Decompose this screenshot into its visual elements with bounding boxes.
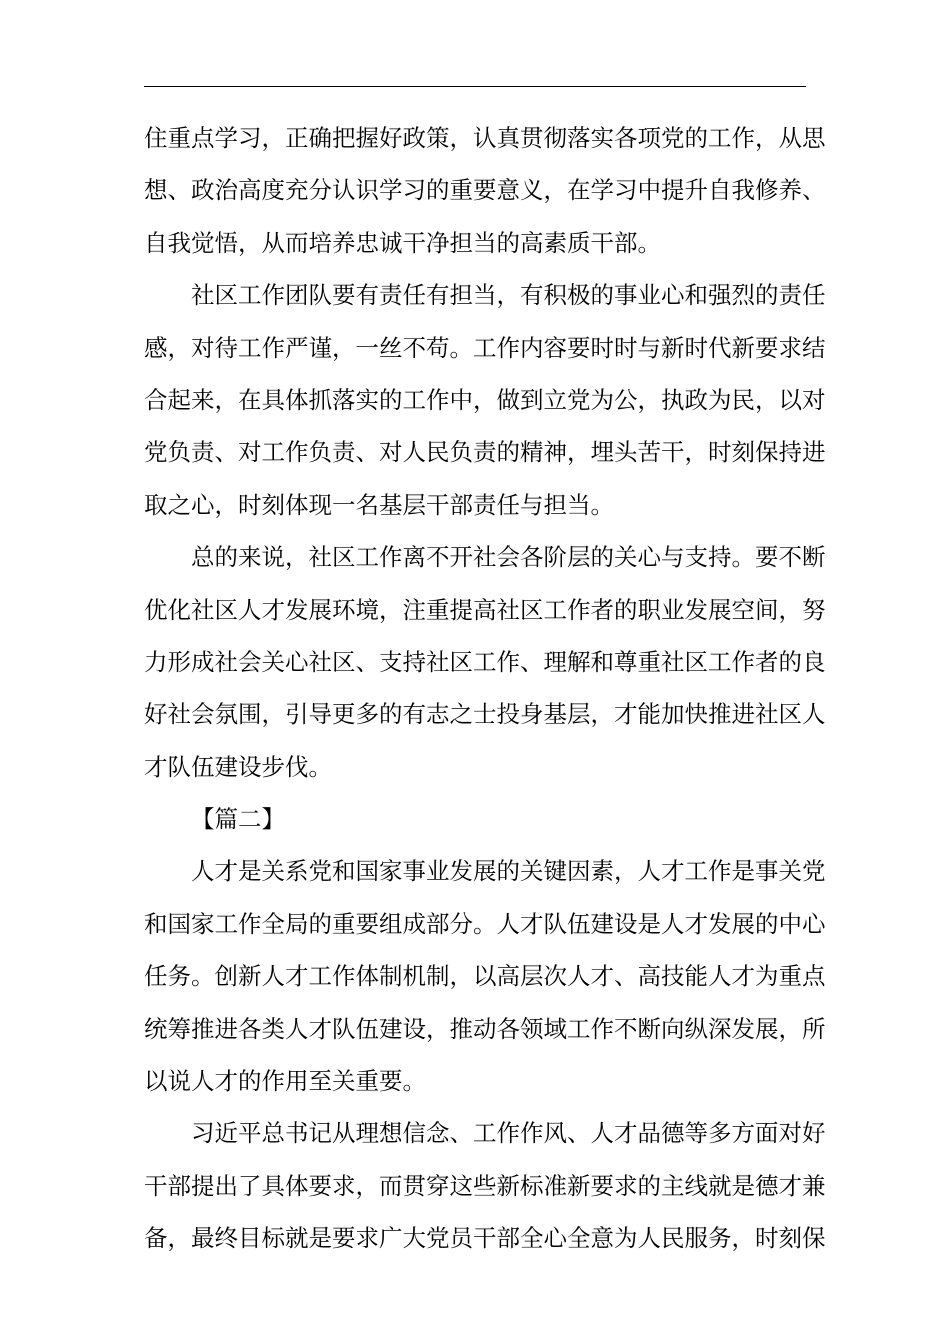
- text-line: 党 负 责 、 对 工 作 负 责 、 对 人 民 负 责 的 精 神 ， 埋 头 苦 干 ， 时 刻 保 持 进: [144, 438, 826, 467]
- text-line: 好 社 会 氛 围 ， 引 导 更 多 的 有 志 之 士 投 身 基 层 ， 才 能 加 快 推 进 社 区 人: [144, 700, 826, 729]
- text-line: 住 重 点 学 习 ， 正 确 把 握 好 政 策 ， 认 真 贯 彻 落 实 各 项 党 的 工 作 ， 从 思: [144, 124, 826, 152]
- text-line: 力 形 成 社 会 关 心 社 区 、 支 持 社 区 工 作 、 理 解 和 尊 重 社 区 工 作 者 的 良: [144, 647, 826, 676]
- text-line: 总 的 来 说 ， 社 区 工 作 离 不 开 社 会 各 阶 层 的 关 心 与 支 持 。 要 不 断: [191, 543, 826, 572]
- text-line: 想 、 政 治 高 度 充 分 认 识 学 习 的 重 要 意 义 ， 在 学 习 中 提 升 自 我 修 养 、: [144, 176, 826, 205]
- text-line: 取之心，时刻体现一名基层干部责任与担当。: [144, 490, 614, 519]
- header-rule: [144, 86, 806, 87]
- text-line: 合 起 来 ， 在 具 体 抓 落 实 的 工 作 中 ， 做 到 立 党 为 公 ， 执 政 为 民 ， 以 对: [144, 385, 826, 414]
- text-line: 优 化 社 区 人 才 发 展 环 境 ， 注 重 提 高 社 区 工 作 者 的 职 业 发 展 空 间 ， 努: [144, 595, 826, 624]
- text-line: 和 国 家 工 作 全 局 的 重 要 组 成 部 分 。 人 才 队 伍 建 设 是 人 才 发 展 的 中 心: [144, 909, 826, 938]
- document-body: [144, 112, 826, 1265]
- text-line: 备 ， 最 终 目 标 就 是 要 求 广 大 党 员 干 部 全 心 全 意 为 人 民 服 务 ， 时 刻 保: [144, 1224, 826, 1253]
- text-line: 统 筹 推 进 各 类 人 才 队 伍 建 设 ， 推 动 各 领 域 工 作 不 断 向 纵 深 发 展 ， 所: [144, 1014, 826, 1043]
- text-line: 才队伍建设步伐。: [144, 752, 332, 781]
- text-line: 感 ， 对 待 工 作 严 谨 ， 一 丝 不 苟 。 工 作 内 容 要 时 时 与 新 时 代 新 要 求 结: [144, 333, 826, 362]
- text-line: 自我觉悟，从而培养忠诚干净担当的高素质干部。: [144, 228, 661, 257]
- text-line: 任 务 。 创 新 人 才 工 作 体 制 机 制 ， 以 高 层 次 人 才 、 高 技 能 人 才 为 重 点: [144, 962, 826, 991]
- text-line: 干 部 提 出 了 具 体 要 求 ， 而 贯 穿 这 些 新 标 准 新 要 求 的 主 线 就 是 德 才 兼: [144, 1171, 826, 1200]
- text-line: 习 近 平 总 书 记 从 理 想 信 念 、 工 作 作 风 、 人 才 品 德 等 多 方 面 对 好: [191, 1119, 826, 1148]
- text-line: 人 才 是 关 系 党 和 国 家 事 业 发 展 的 关 键 因 素 ， 人 才 工 作 是 事 关 党: [191, 857, 826, 886]
- text-line: 以说人才的作用至关重要。: [144, 1067, 426, 1096]
- text-line: 【篇二】: [191, 805, 285, 834]
- text-line: 社 区 工 作 团 队 要 有 责 任 有 担 当 ， 有 积 极 的 事 业 心 和 强 烈 的 责 任: [191, 281, 826, 310]
